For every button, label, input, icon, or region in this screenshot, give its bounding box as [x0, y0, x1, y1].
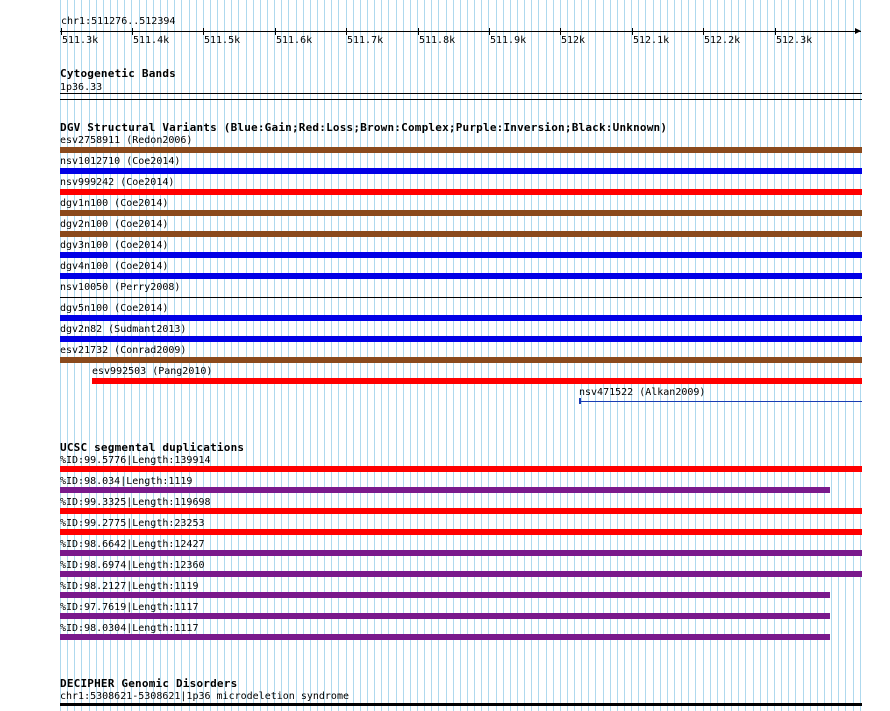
dgv-feature-label[interactable]: dgv4n100 (Coe2014) [60, 261, 169, 272]
ruler-tick [346, 28, 347, 35]
ruler-tick [203, 28, 204, 35]
dgv-feature-label[interactable]: dgv2n100 (Coe2014) [60, 219, 169, 230]
dgv-feature-bar[interactable] [60, 189, 862, 195]
dgv-feature-bar[interactable] [60, 231, 862, 237]
ruler-tick [418, 28, 419, 35]
cytoband-bar[interactable] [60, 93, 862, 94]
dgv-feature-label[interactable]: nsv10050 (Perry2008) [60, 282, 181, 293]
ruler-tick [775, 28, 776, 35]
ruler-tick-label: 511.5k [204, 35, 241, 46]
ruler-tick-label: 511.7k [347, 35, 384, 46]
dgv-feature-bar[interactable] [60, 147, 862, 153]
decipher-feature-label[interactable]: chr1:5308621-5308621|1p36 microdeletion syndrome [60, 691, 349, 702]
segdup-track-title[interactable]: UCSC segmental duplications [60, 441, 245, 454]
dgv-feature-label[interactable]: dgv5n100 (Coe2014) [60, 303, 169, 314]
decipher-track-title[interactable]: DECIPHER Genomic Disorders [60, 677, 238, 690]
decipher-feature-bar[interactable] [60, 703, 862, 706]
ruler-tick-label: 511.6k [276, 35, 313, 46]
cytoband-label[interactable]: 1p36.33 [60, 82, 103, 93]
segdup-feature-label[interactable]: %ID:98.034|Length:1119 [60, 476, 193, 487]
dgv-feature-label[interactable]: dgv3n100 (Coe2014) [60, 240, 169, 251]
segdup-feature-bar[interactable] [60, 550, 862, 556]
dgv-track-title[interactable]: DGV Structural Variants (Blue:Gain;Red:Loss;Brown:Complex;Purple:Inversion;Black:Unknown) [60, 121, 668, 134]
segdup-feature-label[interactable]: %ID:98.6642|Length:12427 [60, 539, 205, 550]
ruler-axis [60, 31, 861, 32]
ruler-tick-label: 511.3k [62, 35, 99, 46]
ruler-tick [61, 28, 62, 35]
ruler-tick-label: 512.3k [776, 35, 813, 46]
ruler-position: chr1:511276..512394 [61, 16, 176, 27]
segdup-feature-bar[interactable] [60, 508, 862, 514]
segdup-feature-bar[interactable] [60, 613, 830, 619]
segdup-feature-bar[interactable] [60, 592, 830, 598]
segdup-feature-bar[interactable] [60, 487, 830, 493]
dgv-feature-bar[interactable] [60, 252, 862, 258]
cytoband-bar-bottom [60, 99, 862, 100]
ruler-tick-label: 511.4k [133, 35, 170, 46]
dgv-feature-label[interactable]: nsv471522 (Alkan2009) [579, 387, 706, 398]
ruler-tick-label: 511.8k [419, 35, 456, 46]
dgv-feature-bar[interactable] [60, 297, 862, 298]
dgv-feature-bar[interactable] [60, 357, 862, 363]
segdup-feature-label[interactable]: %ID:98.0304|Length:1117 [60, 623, 199, 634]
segdup-feature-label[interactable]: %ID:99.3325|Length:119698 [60, 497, 211, 508]
segdup-feature-bar[interactable] [60, 466, 862, 472]
dgv-feature-bar[interactable] [60, 315, 862, 321]
ruler-tick [275, 28, 276, 35]
ruler-tick [703, 28, 704, 35]
ruler-tick-label: 512.2k [704, 35, 741, 46]
segdup-feature-label[interactable]: %ID:98.6974|Length:12360 [60, 560, 205, 571]
segdup-feature-label[interactable]: %ID:99.2775|Length:23253 [60, 518, 205, 529]
dgv-feature-label[interactable]: dgv2n82 (Sudmant2013) [60, 324, 187, 335]
ruler-arrow-icon [855, 28, 861, 34]
ruler-tick [489, 28, 490, 35]
dgv-feature-bar[interactable] [60, 273, 862, 279]
dgv-feature-bar[interactable] [60, 336, 862, 342]
segdup-feature-label[interactable]: %ID:98.2127|Length:1119 [60, 581, 199, 592]
dgv-feature-label[interactable]: esv21732 (Conrad2009) [60, 345, 187, 356]
dgv-feature-bar[interactable] [579, 401, 862, 402]
dgv-feature-label[interactable]: esv992503 (Pang2010) [92, 366, 213, 377]
dgv-feature-label[interactable]: nsv1012710 (Coe2014) [60, 156, 181, 167]
ruler-tick [560, 28, 561, 35]
segdup-feature-label[interactable]: %ID:99.5776|Length:139914 [60, 455, 211, 466]
dgv-feature-bar[interactable] [60, 168, 862, 174]
ruler-tick [132, 28, 133, 35]
ruler-tick [632, 28, 633, 35]
ruler-tick-label: 512.1k [633, 35, 670, 46]
ruler-tick-label: 512k [561, 35, 586, 46]
segdup-feature-bar[interactable] [60, 529, 862, 535]
segdup-feature-label[interactable]: %ID:97.7619|Length:1117 [60, 602, 199, 613]
segdup-feature-bar[interactable] [60, 634, 830, 640]
cytoband-track-title[interactable]: Cytogenetic Bands [60, 67, 176, 80]
dgv-feature-bar[interactable] [60, 210, 862, 216]
dgv-feature-bar[interactable] [92, 378, 862, 384]
dgv-feature-label[interactable]: esv2758911 (Redon2006) [60, 135, 193, 146]
segdup-feature-bar[interactable] [60, 571, 862, 577]
dgv-feature-label[interactable]: dgv1n100 (Coe2014) [60, 198, 169, 209]
ruler-tick-label: 511.9k [490, 35, 527, 46]
dgv-feature-label[interactable]: nsv999242 (Coe2014) [60, 177, 175, 188]
